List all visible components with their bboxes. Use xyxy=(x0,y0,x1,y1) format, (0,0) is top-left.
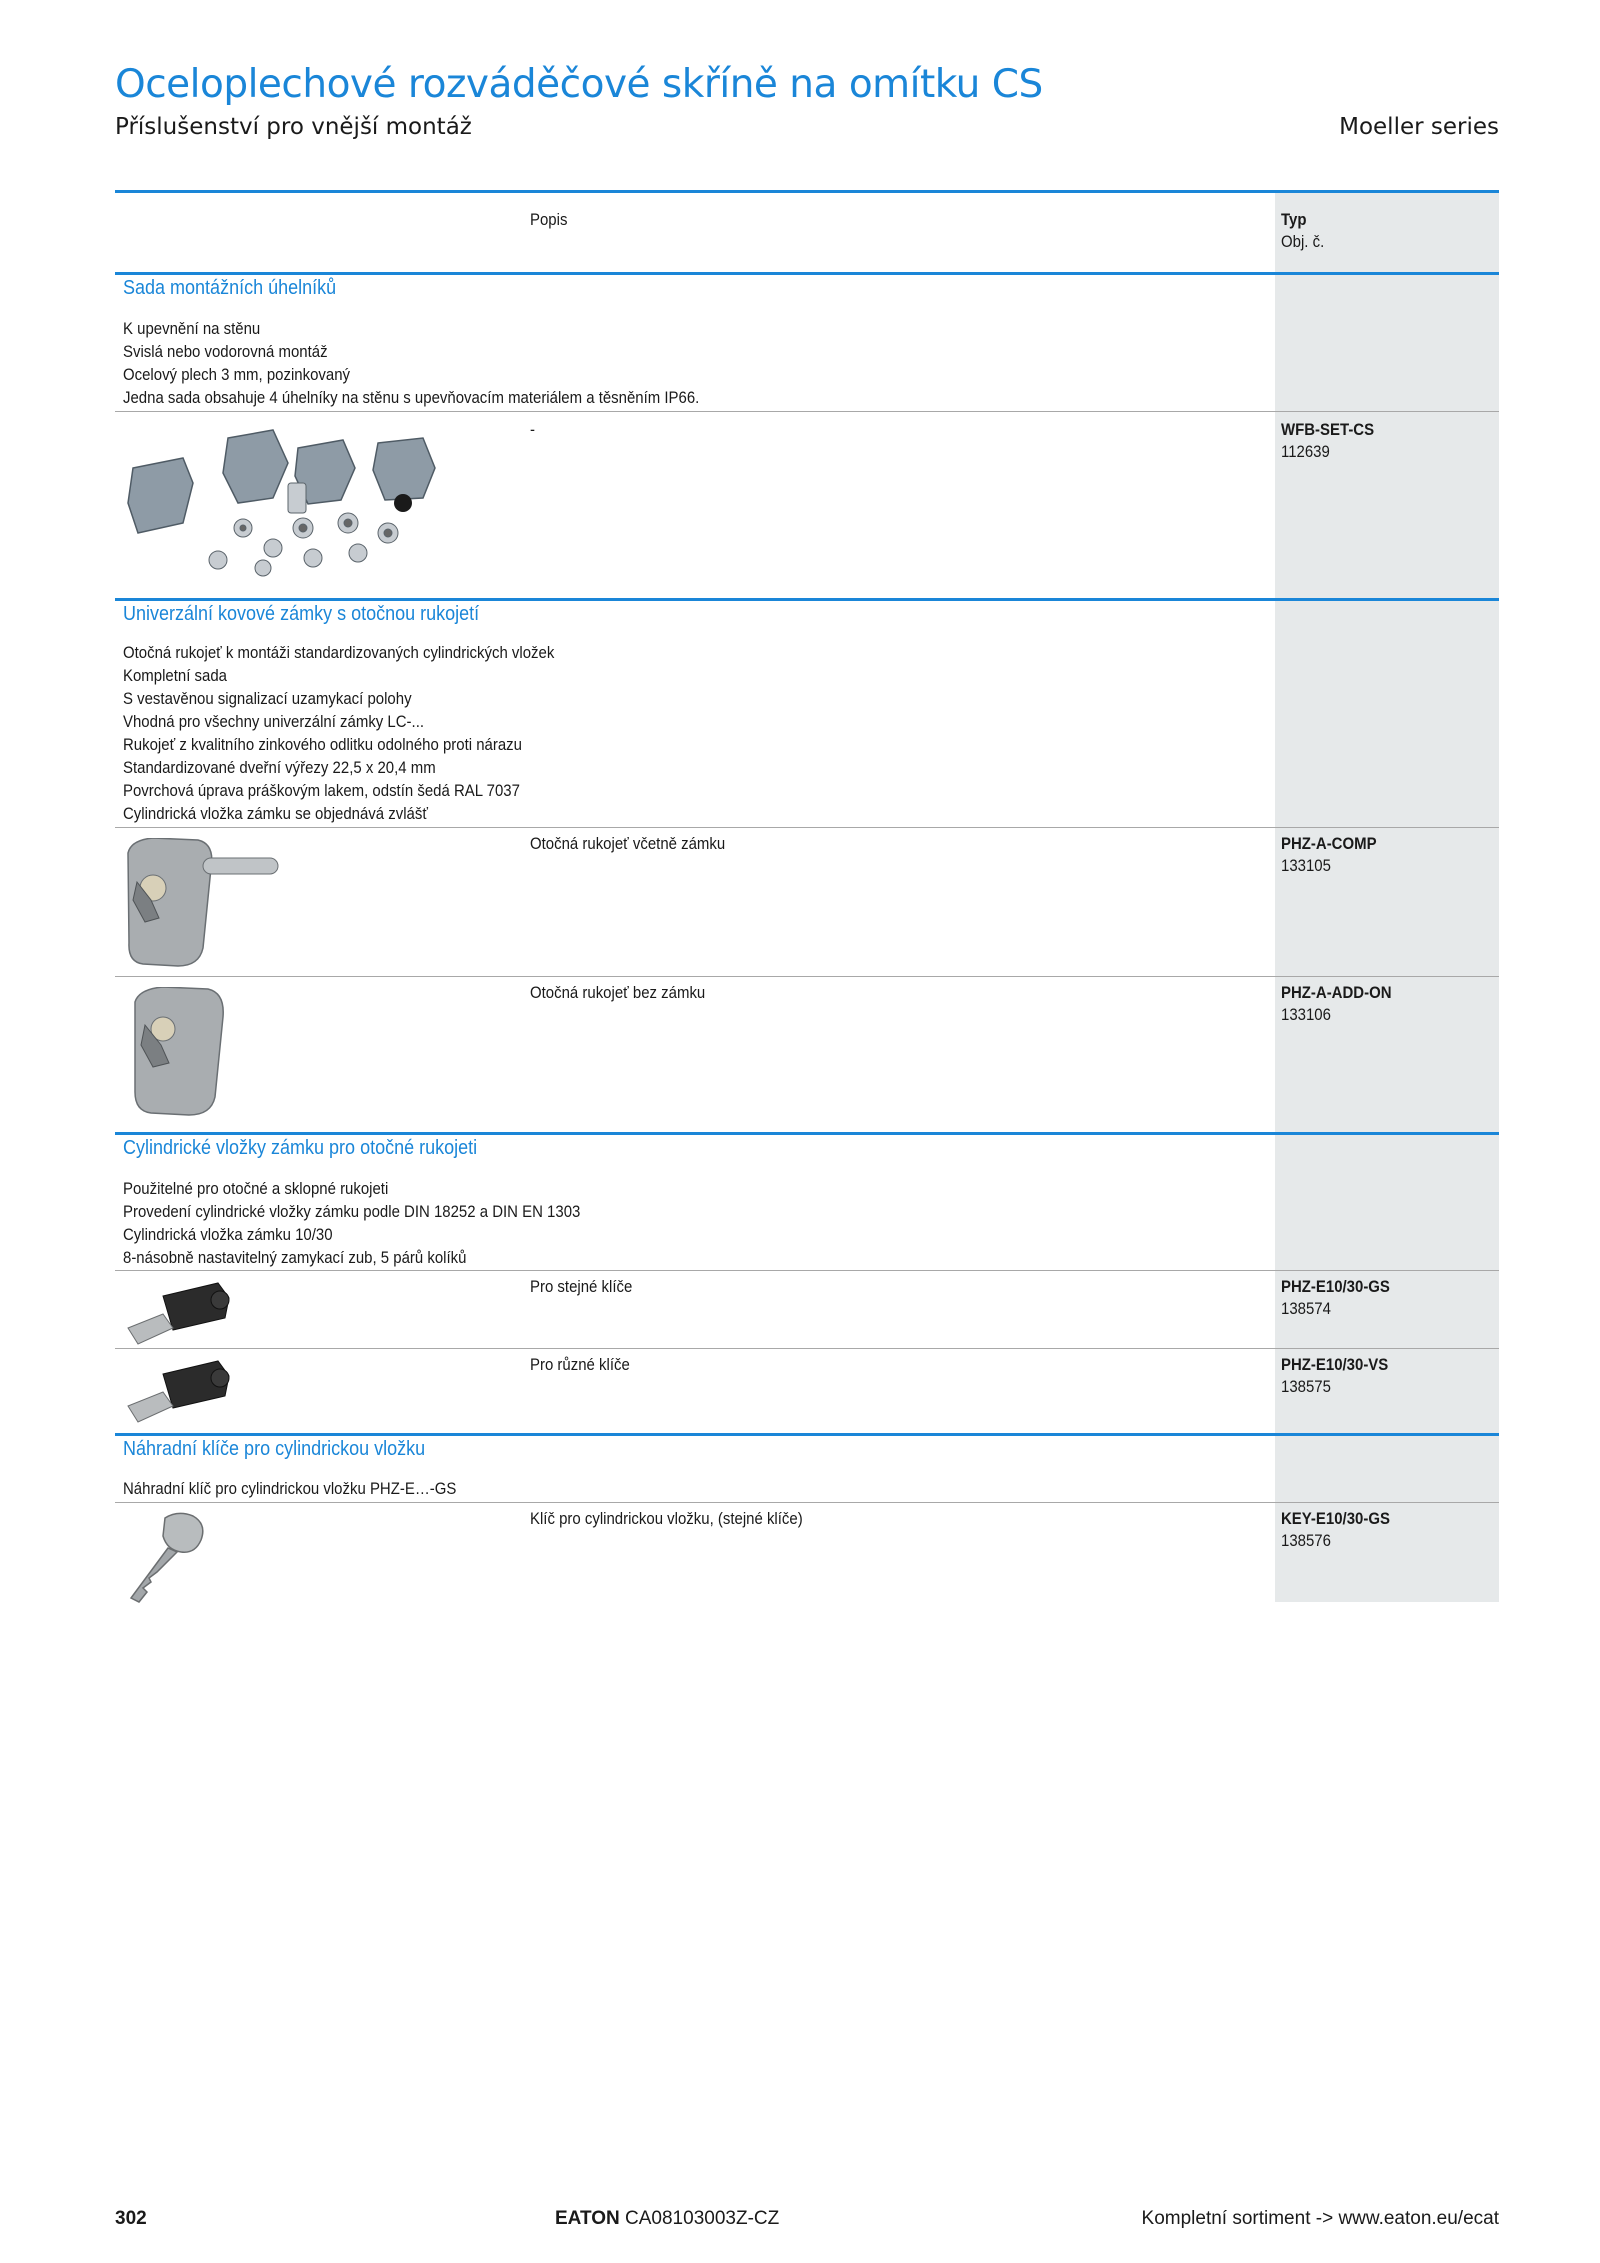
section-desc-line: S vestavěnou signalizací uzamykací polohy xyxy=(123,689,412,708)
item-code: WFB-SET-CS xyxy=(1281,420,1375,439)
item-label: Klíč pro cylindrickou vložku, (stejné klíče) xyxy=(530,1509,803,1528)
section-desc-line: Standardizované dveřní výřezy 22,5 x 20,4 mm xyxy=(123,758,436,777)
section-desc-line: Otočná rukojeť k montáži standardizovaných cylindrických vložek xyxy=(123,643,555,662)
page-number: 302 xyxy=(115,2208,147,2229)
item-label: Pro stejné klíče xyxy=(530,1277,633,1296)
section-desc-line: Povrchová úprava práškovým lakem, odstín šedá RAL 7037 xyxy=(123,781,520,800)
swing-handle-without-lock-image xyxy=(123,987,243,1117)
section-desc-line: Použitelné pro otočné a sklopné rukojeti xyxy=(123,1179,389,1198)
section-rule xyxy=(115,1433,1499,1436)
item-number: 138575 xyxy=(1281,1377,1331,1396)
section-desc-line: Vhodná pro všechny univerzální zámky LC-... xyxy=(123,712,425,731)
section-desc-line: Provedení cylindrické vložky zámku podle DIN 18252 a DIN EN 1303 xyxy=(123,1202,581,1221)
item-number: 112639 xyxy=(1281,442,1330,461)
doc-code: CA08103003Z-CZ xyxy=(625,2208,780,2229)
column-header-popis: Popis xyxy=(530,210,568,229)
item-code: PHZ-A-COMP xyxy=(1281,834,1377,853)
section-title-mounting-brackets: Sada montážních úhelníků xyxy=(123,277,337,299)
item-label: - xyxy=(530,420,535,439)
mounting-brackets-image xyxy=(123,428,443,578)
section-desc-line: Svislá nebo vodorovná montáž xyxy=(123,342,328,361)
lock-cylinder-image xyxy=(123,1356,233,1426)
section-title-spare-keys: Náhradní klíče pro cylindrickou vložku xyxy=(123,1438,426,1460)
section-desc-line: 8-násobně nastavitelný zamykací zub, 5 párů kolíků xyxy=(123,1248,467,1267)
brand-name: EATON xyxy=(555,2208,620,2229)
lock-cylinder-image xyxy=(123,1278,233,1348)
key-image xyxy=(123,1510,213,1605)
row-rule xyxy=(115,976,1499,977)
section-title-lock-cylinders: Cylindrické vložky zámku pro otočné rukojeti xyxy=(123,1137,478,1159)
series-label: Moeller series xyxy=(1339,114,1499,140)
item-code: PHZ-E10/30-GS xyxy=(1281,1277,1390,1296)
footer-doc-reference xyxy=(555,2208,779,2230)
page-subtitle: Příslušenství pro vnější montáž xyxy=(115,114,472,140)
section-desc-line: Kompletní sada xyxy=(123,666,227,685)
table-top-rule xyxy=(115,190,1499,193)
section-desc-line: Cylindrická vložka zámku se objednává zvlášť xyxy=(123,804,428,823)
item-label: Otočná rukojeť bez zámku xyxy=(530,983,706,1002)
section-desc-line: Rukojeť z kvalitního zinkového odlitku odolného proti nárazu xyxy=(123,735,522,754)
row-rule xyxy=(115,411,1499,412)
section-desc-line: Cylindrická vložka zámku 10/30 xyxy=(123,1225,333,1244)
item-code: PHZ-A-ADD-ON xyxy=(1281,983,1392,1002)
section-desc-line: Jedna sada obsahuje 4 úhelníky na stěnu s upevňovacím materiálem a těsněním IP66. xyxy=(123,388,700,407)
item-number: 133105 xyxy=(1281,856,1331,875)
column-header-obj: Obj. č. xyxy=(1281,232,1325,251)
section-desc-line: Náhradní klíč pro cylindrickou vložku PHZ-E…-GS xyxy=(123,1479,457,1498)
item-code: PHZ-E10/30-VS xyxy=(1281,1355,1389,1374)
row-rule xyxy=(115,1270,1499,1271)
section-title-swing-handle-locks: Univerzální kovové zámky s otočnou rukojetí xyxy=(123,603,480,625)
swing-handle-with-lock-image xyxy=(123,838,283,968)
catalog-link[interactable]: Kompletní sortiment -> www.eaton.eu/ecat xyxy=(1141,2208,1499,2229)
section-rule xyxy=(115,598,1499,601)
item-label: Otočná rukojeť včetně zámku xyxy=(530,834,726,853)
section-rule xyxy=(115,272,1499,275)
column-header-typ: Typ xyxy=(1281,210,1307,229)
section-desc-line: K upevnění na stěnu xyxy=(123,319,261,338)
section-rule xyxy=(115,1132,1499,1135)
item-number: 138576 xyxy=(1281,1531,1331,1550)
row-rule xyxy=(115,1502,1499,1503)
row-rule xyxy=(115,1348,1499,1349)
item-code: KEY-E10/30-GS xyxy=(1281,1509,1390,1528)
page-title: Oceloplechové rozváděčové skříně na omítku CS xyxy=(115,62,1043,107)
row-rule xyxy=(115,827,1499,828)
item-label: Pro různé klíče xyxy=(530,1355,630,1374)
item-number: 133106 xyxy=(1281,1005,1331,1024)
item-number: 138574 xyxy=(1281,1299,1331,1318)
section-desc-line: Ocelový plech 3 mm, pozinkovaný xyxy=(123,365,350,384)
